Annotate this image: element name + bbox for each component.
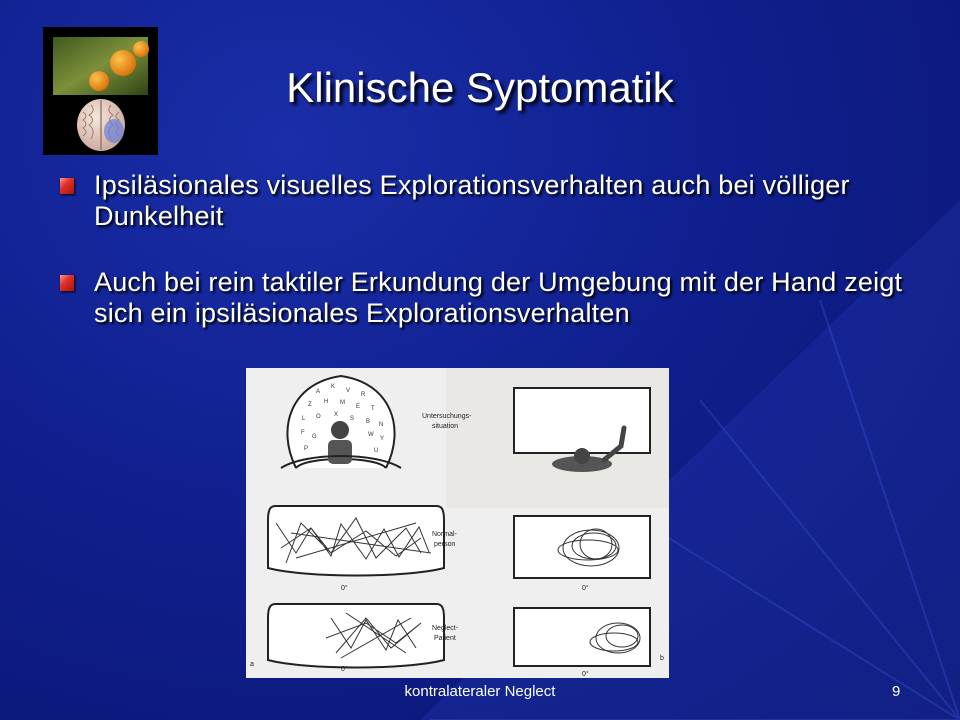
bullet-square-icon bbox=[60, 178, 74, 194]
bullet-square-icon bbox=[60, 275, 74, 291]
label-untersuchung-2: situation bbox=[432, 423, 459, 430]
svg-text:O: O bbox=[316, 414, 321, 420]
exploration-figure bbox=[246, 368, 669, 678]
svg-text:T: T bbox=[371, 406, 375, 412]
label-normal-1: Normal- bbox=[432, 531, 457, 538]
exploration-diagram bbox=[246, 368, 669, 678]
neglect-left-panel bbox=[250, 604, 444, 673]
degree-label: 0° bbox=[582, 585, 589, 592]
page-number: 9 bbox=[892, 683, 901, 700]
degree-label: 0° bbox=[341, 585, 348, 592]
svg-text:G: G bbox=[312, 434, 317, 440]
svg-text:F: F bbox=[301, 430, 305, 436]
panel-a-label: a bbox=[250, 661, 254, 668]
bullet-text: Auch bei rein taktiler Erkundung der Umgebung mit der Hand zeigt sich ein ipsiläsionales Explorationsverhalten bbox=[94, 267, 903, 328]
label-normal-2: person bbox=[434, 541, 456, 548]
panel-b-label: b bbox=[660, 655, 664, 662]
svg-text:R: R bbox=[361, 392, 366, 398]
svg-text:U: U bbox=[374, 448, 379, 454]
degree-label: 0° bbox=[341, 666, 348, 673]
label-neglect-1: Neglect- bbox=[432, 625, 459, 632]
svg-text:M: M bbox=[340, 400, 345, 406]
svg-text:Z: Z bbox=[308, 402, 312, 408]
bullet-text: Ipsiläsionales visuelles Explorationsverhalten auch bei völliger Dunkelheit bbox=[94, 170, 850, 231]
bullet-item bbox=[60, 267, 920, 329]
bullet-list bbox=[60, 170, 920, 364]
degree-label: 0° bbox=[582, 671, 589, 678]
svg-text:X: X bbox=[334, 412, 339, 418]
slide-footer: kontralateraler Neglect bbox=[404, 683, 556, 700]
svg-text:S: S bbox=[350, 416, 355, 422]
svg-text:P: P bbox=[304, 446, 309, 452]
svg-text:E: E bbox=[356, 404, 361, 410]
svg-text:A: A bbox=[316, 389, 321, 395]
svg-text:Y: Y bbox=[380, 436, 385, 442]
svg-text:L: L bbox=[302, 416, 306, 422]
svg-text:H: H bbox=[324, 399, 329, 405]
svg-text:W: W bbox=[368, 432, 374, 438]
svg-text:V: V bbox=[346, 388, 351, 394]
slide-title: Klinische Syptomatik bbox=[286, 64, 674, 111]
svg-text:N: N bbox=[379, 422, 384, 428]
label-neglect-2: Patient bbox=[434, 635, 456, 642]
svg-text:K: K bbox=[331, 384, 336, 390]
svg-text:B: B bbox=[366, 419, 371, 425]
bullet-item bbox=[60, 170, 920, 232]
label-untersuchung-1: Untersuchungs- bbox=[422, 413, 472, 420]
